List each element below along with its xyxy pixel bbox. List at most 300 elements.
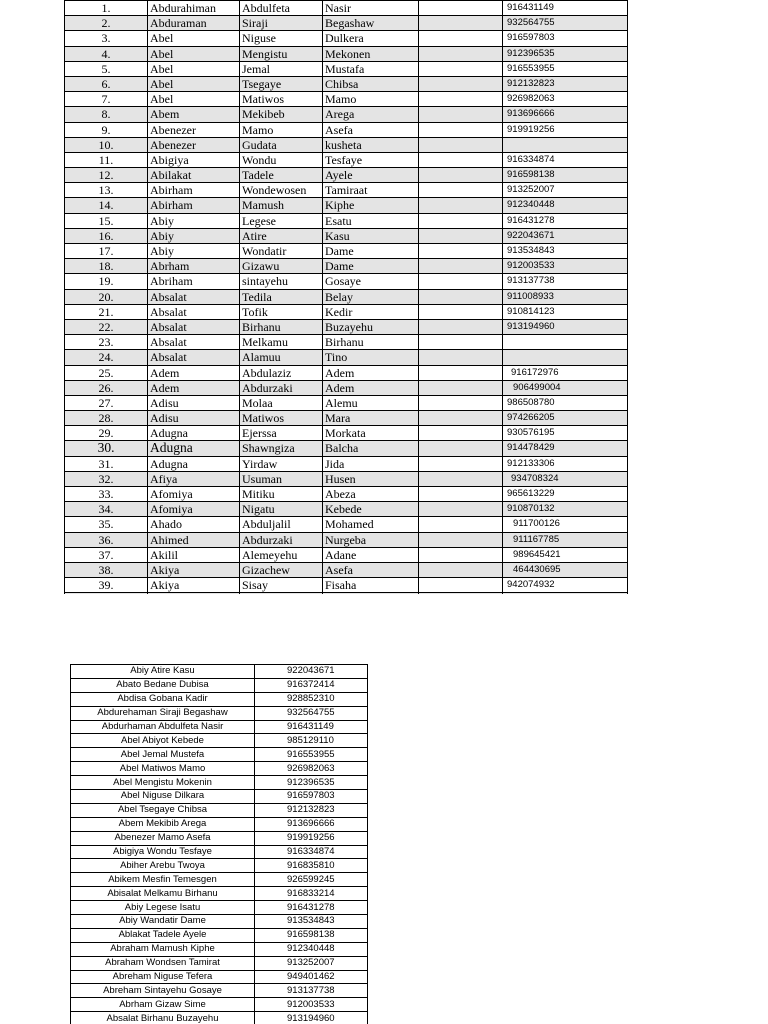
table-row (71, 998, 368, 1012)
table-row (65, 259, 628, 274)
grandfather-name-cell: Tino (323, 350, 419, 365)
blank-cell (419, 228, 503, 243)
phone-number-cell: 913137738 (503, 274, 628, 289)
full-name-cell: Abraham Mamush Kiphe (71, 942, 255, 956)
blank-cell (419, 471, 503, 486)
full-name-cell: Abreham Sintayehu Gosaye (71, 984, 255, 998)
phone-number-cell: 926982063 (503, 92, 628, 107)
table-row (71, 859, 368, 873)
table-row (65, 517, 628, 532)
father-name-cell: Abdurzaki (240, 380, 323, 395)
grandfather-name-cell: Belay (323, 289, 419, 304)
row-number-cell: 33. (65, 487, 148, 502)
table-row (65, 532, 628, 547)
father-name-cell: Siraji (240, 16, 323, 31)
row-number-cell: 8. (65, 107, 148, 122)
father-name-cell: Molaa (240, 395, 323, 410)
blank-cell (419, 456, 503, 471)
first-name-cell: Adugna (148, 441, 240, 456)
first-name-cell: Absalat (148, 335, 240, 350)
table-row (71, 748, 368, 762)
table-row (71, 956, 368, 970)
father-name-cell: Mengistu (240, 46, 323, 61)
phone-number-cell (503, 137, 628, 152)
phone-number-cell (503, 350, 628, 365)
blank-cell (419, 1, 503, 16)
row-number-cell: 38. (65, 562, 148, 577)
table-row (71, 942, 368, 956)
first-name-cell: Abenezer (148, 137, 240, 152)
row-number-cell: 29. (65, 426, 148, 441)
full-name-cell: Abel Abiyot Kebede (71, 734, 255, 748)
blank-cell (419, 152, 503, 167)
empty-cell (148, 593, 240, 594)
phone-number-cell: 916835810 (255, 859, 368, 873)
blank-cell (419, 517, 503, 532)
row-number-cell: 3. (65, 31, 148, 46)
full-name-cell: Abigiya Wondu Tesfaye (71, 845, 255, 859)
phone-number-cell: 912340448 (503, 198, 628, 213)
blank-cell (419, 380, 503, 395)
phone-number-cell: 926982063 (255, 762, 368, 776)
phone-number-cell: 916597803 (255, 790, 368, 804)
phone-number-cell: 932564755 (255, 706, 368, 720)
father-name-cell: Melkamu (240, 335, 323, 350)
row-number-cell: 31. (65, 456, 148, 471)
father-name-cell: Abdurzaki (240, 532, 323, 547)
phone-number-cell: 913194960 (503, 319, 628, 334)
phone-number-cell: 916334874 (503, 152, 628, 167)
phone-number-cell: 928852310 (255, 692, 368, 706)
full-name-cell: Abdurehaman Siraji Begashaw (71, 706, 255, 720)
table-row (65, 441, 628, 456)
blank-cell (419, 274, 503, 289)
full-name-cell: Abel Niguse Dilkara (71, 790, 255, 804)
table-row (65, 365, 628, 380)
grandfather-name-cell: Dame (323, 244, 419, 259)
phone-number-cell: 913534843 (255, 915, 368, 929)
table-row (65, 122, 628, 137)
table-row (71, 915, 368, 929)
grandfather-name-cell: Begashaw (323, 16, 419, 31)
phone-number-cell: 912340448 (255, 942, 368, 956)
table-row (71, 734, 368, 748)
first-name-cell: Absalat (148, 319, 240, 334)
first-name-cell: Adem (148, 365, 240, 380)
phone-number-cell: 916431278 (255, 901, 368, 915)
student-phone-table-body (65, 1, 628, 595)
phone-number-cell: 986508780 (503, 395, 628, 410)
phone-number-cell: 910814123 (503, 304, 628, 319)
first-name-cell: Abem (148, 107, 240, 122)
first-name-cell: Akilil (148, 547, 240, 562)
blank-cell (419, 61, 503, 76)
grandfather-name-cell: Mohamed (323, 517, 419, 532)
table-row (65, 61, 628, 76)
empty-cell (240, 593, 323, 594)
phone-number-cell: 989645421 (503, 547, 628, 562)
row-number-cell: 12. (65, 168, 148, 183)
grandfather-name-cell: Birhanu (323, 335, 419, 350)
table-row (65, 502, 628, 517)
father-name-cell: Alemeyehu (240, 547, 323, 562)
phone-number-cell: 911167785 (503, 532, 628, 547)
grandfather-name-cell: Nurgeba (323, 532, 419, 547)
table-row (71, 873, 368, 887)
row-number-cell: 20. (65, 289, 148, 304)
table-row (65, 16, 628, 31)
phone-number-cell: 922043671 (255, 665, 368, 679)
first-name-cell: Absalat (148, 350, 240, 365)
grandfather-name-cell: Balcha (323, 441, 419, 456)
table-row (71, 678, 368, 692)
first-name-cell: Ahimed (148, 532, 240, 547)
table-row (71, 776, 368, 790)
phone-number-cell: 911700126 (503, 517, 628, 532)
row-number-cell: 16. (65, 228, 148, 243)
blank-cell (419, 107, 503, 122)
student-phone-table (64, 0, 628, 594)
full-name-cell: Abenezer Mamo Asefa (71, 831, 255, 845)
phone-number-cell: 949401462 (255, 970, 368, 984)
grandfather-name-cell: Tamiraat (323, 183, 419, 198)
table-row (65, 380, 628, 395)
father-name-cell: Tofik (240, 304, 323, 319)
full-name-cell: Abdurhaman Abdulfeta Nasir (71, 720, 255, 734)
father-name-cell: Mekibeb (240, 107, 323, 122)
grandfather-name-cell: Adane (323, 547, 419, 562)
table-row (65, 198, 628, 213)
row-number-cell: 5. (65, 61, 148, 76)
first-name-cell: Ahado (148, 517, 240, 532)
full-name-cell: Abiher Arebu Twoya (71, 859, 255, 873)
first-name-cell: Abirham (148, 183, 240, 198)
father-name-cell: Mamo (240, 122, 323, 137)
phone-number-cell (503, 335, 628, 350)
table-row (65, 456, 628, 471)
full-name-cell: Abiy Atire Kasu (71, 665, 255, 679)
full-name-cell: Abato Bedane Dubisa (71, 678, 255, 692)
phone-number-cell: 932564755 (503, 16, 628, 31)
name-phone-table (70, 664, 368, 1024)
table-row (65, 395, 628, 410)
grandfather-name-cell: Adem (323, 365, 419, 380)
grandfather-name-cell: Kiphe (323, 198, 419, 213)
table-row (65, 487, 628, 502)
table-row (71, 706, 368, 720)
full-name-cell: Abel Mengistu Mokenin (71, 776, 255, 790)
blank-cell (419, 183, 503, 198)
blank-cell (419, 411, 503, 426)
phone-number-cell: 916431149 (503, 1, 628, 16)
blank-cell (419, 137, 503, 152)
phone-number-cell: 912396535 (255, 776, 368, 790)
phone-number-cell: 916553955 (503, 61, 628, 76)
full-name-cell: Abraham Wondsen Tamirat (71, 956, 255, 970)
grandfather-name-cell: Ayele (323, 168, 419, 183)
blank-cell (419, 547, 503, 562)
table-row (65, 426, 628, 441)
first-name-cell: Absalat (148, 304, 240, 319)
phone-number-cell: 916334874 (255, 845, 368, 859)
blank-cell (419, 168, 503, 183)
first-name-cell: Adisu (148, 395, 240, 410)
table-row (65, 137, 628, 152)
full-name-cell: Abiy Legese Isatu (71, 901, 255, 915)
blank-cell (419, 502, 503, 517)
grandfather-name-cell: Mekonen (323, 46, 419, 61)
phone-number-cell: 919919256 (503, 122, 628, 137)
table-row (65, 46, 628, 61)
row-number-cell: 15. (65, 213, 148, 228)
row-number-cell: 13. (65, 183, 148, 198)
table-row (65, 562, 628, 577)
phone-number-cell: 913194960 (255, 1012, 368, 1024)
row-number-cell: 1. (65, 1, 148, 16)
blank-cell (419, 244, 503, 259)
table-row (71, 692, 368, 706)
father-name-cell: Alamuu (240, 350, 323, 365)
row-number-cell: 24. (65, 350, 148, 365)
table-row (65, 547, 628, 562)
row-number-cell: 36. (65, 532, 148, 547)
blank-cell (419, 395, 503, 410)
first-name-cell: Afomiya (148, 487, 240, 502)
empty-cell (503, 593, 628, 594)
phone-number-cell: 916833214 (255, 887, 368, 901)
first-name-cell: Abirham (148, 198, 240, 213)
first-name-cell: Abel (148, 31, 240, 46)
table-row (71, 1012, 368, 1024)
row-number-cell: 22. (65, 319, 148, 334)
blank-cell (419, 122, 503, 137)
row-number-cell: 14. (65, 198, 148, 213)
father-name-cell: Matiwos (240, 411, 323, 426)
table-row (65, 92, 628, 107)
blank-cell (419, 487, 503, 502)
grandfather-name-cell: Jida (323, 456, 419, 471)
table-row (71, 803, 368, 817)
blank-cell (419, 350, 503, 365)
full-name-cell: Abel Matiwos Mamo (71, 762, 255, 776)
blank-cell (419, 76, 503, 91)
father-name-cell: Mitiku (240, 487, 323, 502)
first-name-cell: Abiy (148, 228, 240, 243)
father-name-cell: Yirdaw (240, 456, 323, 471)
table-row (65, 107, 628, 122)
row-number-cell: 19. (65, 274, 148, 289)
first-name-cell: Abilakat (148, 168, 240, 183)
table-row (71, 845, 368, 859)
grandfather-name-cell: Asefa (323, 122, 419, 137)
blank-cell (419, 304, 503, 319)
table-row (65, 168, 628, 183)
row-number-cell: 11. (65, 152, 148, 167)
phone-number-cell: 912133306 (503, 456, 628, 471)
blank-cell (419, 532, 503, 547)
first-name-cell: Abenezer (148, 122, 240, 137)
first-name-cell: Abel (148, 61, 240, 76)
father-name-cell: sintayehu (240, 274, 323, 289)
phone-number-cell: 974266205 (503, 411, 628, 426)
father-name-cell: Tsegaye (240, 76, 323, 91)
first-name-cell: Adugna (148, 456, 240, 471)
full-name-cell: Abisalat Melkamu Birhanu (71, 887, 255, 901)
table-row (71, 720, 368, 734)
father-name-cell: Usuman (240, 471, 323, 486)
table-row (65, 304, 628, 319)
grandfather-name-cell: Fisaha (323, 578, 419, 593)
full-name-cell: Abel Jemal Mustefa (71, 748, 255, 762)
first-name-cell: Akiya (148, 578, 240, 593)
row-number-cell: 6. (65, 76, 148, 91)
father-name-cell: Gizachew (240, 562, 323, 577)
full-name-cell: Abikem Mesfin Temesgen (71, 873, 255, 887)
first-name-cell: Adem (148, 380, 240, 395)
father-name-cell: Niguse (240, 31, 323, 46)
grandfather-name-cell: Dame (323, 259, 419, 274)
table-row (65, 152, 628, 167)
grandfather-name-cell: Mustafa (323, 61, 419, 76)
father-name-cell: Abdulfeta (240, 1, 323, 16)
phone-number-cell: 985129110 (255, 734, 368, 748)
phone-number-cell: 942074932 (503, 578, 628, 593)
father-name-cell: Ejerssa (240, 426, 323, 441)
table-row (65, 244, 628, 259)
first-name-cell: Akiya (148, 562, 240, 577)
grandfather-name-cell: Mara (323, 411, 419, 426)
blank-cell (419, 213, 503, 228)
phone-number-cell: 910870132 (503, 502, 628, 517)
row-number-cell: 32. (65, 471, 148, 486)
lower-table-container (70, 664, 368, 1024)
blank-cell (419, 46, 503, 61)
table-row (65, 335, 628, 350)
phone-number-cell: 464430695 (503, 562, 628, 577)
row-number-cell: 34. (65, 502, 148, 517)
table-row (65, 471, 628, 486)
blank-cell (419, 319, 503, 334)
row-number-cell: 27. (65, 395, 148, 410)
father-name-cell: Gizawu (240, 259, 323, 274)
row-number-cell: 9. (65, 122, 148, 137)
phone-number-cell: 916598138 (255, 928, 368, 942)
row-number-cell: 10. (65, 137, 148, 152)
phone-number-cell: 911008933 (503, 289, 628, 304)
grandfather-name-cell: Nasir (323, 1, 419, 16)
phone-number-cell: 916553955 (255, 748, 368, 762)
row-number-cell: 18. (65, 259, 148, 274)
father-name-cell: Wondatir (240, 244, 323, 259)
phone-number-cell: 912396535 (503, 46, 628, 61)
grandfather-name-cell: Alemu (323, 395, 419, 410)
father-name-cell: Gudata (240, 137, 323, 152)
grandfather-name-cell: Kebede (323, 502, 419, 517)
phone-number-cell: 926599245 (255, 873, 368, 887)
father-name-cell: Wondu (240, 152, 323, 167)
table-row (65, 289, 628, 304)
row-number-cell: 23. (65, 335, 148, 350)
first-name-cell: Absalat (148, 289, 240, 304)
grandfather-name-cell: Asefa (323, 562, 419, 577)
first-name-cell: Abrham (148, 259, 240, 274)
table-row (71, 762, 368, 776)
row-number-cell: 30. (65, 441, 148, 456)
table-row (65, 319, 628, 334)
name-phone-table-body (71, 665, 368, 1024)
empty-cell (323, 593, 419, 594)
phone-number-cell: 913252007 (255, 956, 368, 970)
table-row (71, 831, 368, 845)
blank-cell (419, 578, 503, 593)
first-name-cell: Afiya (148, 471, 240, 486)
blank-cell (419, 31, 503, 46)
table-row (71, 928, 368, 942)
blank-cell (419, 289, 503, 304)
row-number-cell: 4. (65, 46, 148, 61)
phone-number-cell: 916372414 (255, 678, 368, 692)
blank-cell (419, 335, 503, 350)
phone-number-cell: 965613229 (503, 487, 628, 502)
first-name-cell: Afomiya (148, 502, 240, 517)
first-name-cell: Abduraman (148, 16, 240, 31)
blank-cell (419, 426, 503, 441)
table-row (65, 578, 628, 593)
phone-number-cell: 916597803 (503, 31, 628, 46)
row-number-cell: 17. (65, 244, 148, 259)
upper-table-container (64, 0, 628, 594)
table-row-cutoff (65, 593, 628, 594)
phone-number-cell: 912003533 (503, 259, 628, 274)
blank-cell (419, 259, 503, 274)
table-row (65, 411, 628, 426)
grandfather-name-cell: Husen (323, 471, 419, 486)
father-name-cell: Shawngiza (240, 441, 323, 456)
father-name-cell: Wondewosen (240, 183, 323, 198)
phone-number-cell: 913137738 (255, 984, 368, 998)
table-row (65, 183, 628, 198)
blank-cell (419, 562, 503, 577)
first-name-cell: Abel (148, 76, 240, 91)
father-name-cell: Mamush (240, 198, 323, 213)
row-number-cell: 37. (65, 547, 148, 562)
father-name-cell: Jemal (240, 61, 323, 76)
grandfather-name-cell: Adem (323, 380, 419, 395)
grandfather-name-cell: Buzayehu (323, 319, 419, 334)
full-name-cell: Abreham Niguse Tefera (71, 970, 255, 984)
phone-number-cell: 913252007 (503, 183, 628, 198)
phone-number-cell: 914478429 (503, 441, 628, 456)
phone-number-cell: 916431278 (503, 213, 628, 228)
table-row (65, 213, 628, 228)
row-number-cell: 39. (65, 578, 148, 593)
full-name-cell: Abem Mekibib Arega (71, 817, 255, 831)
table-row (71, 901, 368, 915)
grandfather-name-cell: Kasu (323, 228, 419, 243)
phone-number-cell: 912132823 (255, 803, 368, 817)
grandfather-name-cell: Chibsa (323, 76, 419, 91)
row-number-cell: 35. (65, 517, 148, 532)
table-row (71, 817, 368, 831)
phone-number-cell: 913696666 (503, 107, 628, 122)
father-name-cell: Sisay (240, 578, 323, 593)
row-number-cell: 7. (65, 92, 148, 107)
row-number-cell: 21. (65, 304, 148, 319)
row-number-cell: 28. (65, 411, 148, 426)
table-row (65, 1, 628, 16)
table-row (65, 274, 628, 289)
phone-number-cell: 912003533 (255, 998, 368, 1012)
